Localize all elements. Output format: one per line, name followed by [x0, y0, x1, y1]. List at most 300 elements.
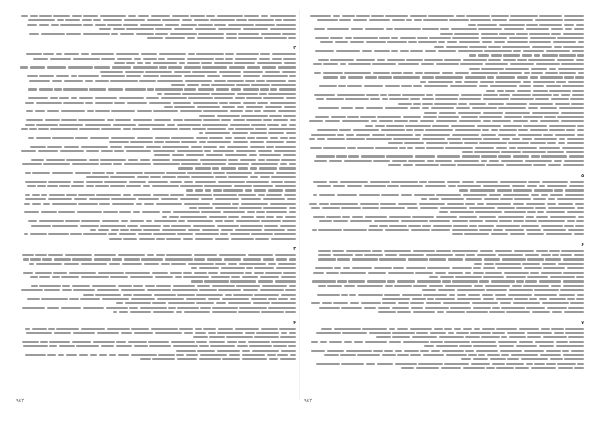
word-bar [424, 59, 443, 61]
word-bar [526, 203, 546, 205]
word-bar [289, 137, 296, 139]
word-bar [415, 164, 439, 166]
word-bar [126, 75, 141, 77]
word-bar [436, 194, 461, 196]
word-bar [330, 203, 358, 205]
word-bar [27, 75, 38, 77]
word-bar [227, 80, 244, 82]
word-bar [233, 141, 248, 143]
word-bar [499, 24, 525, 26]
word-bar [280, 163, 288, 165]
word-bar [443, 302, 470, 304]
word-bar [441, 198, 464, 200]
word-bar [431, 350, 440, 352]
word-bar [553, 94, 559, 96]
word-bar [215, 198, 239, 200]
word-bar [575, 76, 584, 78]
word-bar [449, 19, 469, 21]
word-bar [427, 160, 434, 162]
word-bar [350, 220, 372, 222]
word-bar [119, 233, 136, 235]
word-bar [52, 276, 60, 278]
word-bar [528, 59, 555, 61]
word-bar [406, 19, 412, 21]
word-bar [329, 181, 338, 183]
word-bar [469, 225, 477, 227]
word-bar [123, 194, 131, 196]
word-bar [350, 41, 365, 43]
word-bar [90, 137, 110, 139]
word-bar [425, 129, 453, 131]
word-bar [338, 85, 345, 87]
word-bar [462, 138, 482, 140]
word-bar [526, 307, 545, 309]
word-bar [238, 311, 259, 313]
word-bar [33, 58, 48, 60]
word-bar [491, 280, 515, 282]
word-bar [427, 267, 450, 269]
word-bar [204, 280, 228, 282]
word-bar [464, 81, 478, 83]
word-bar [478, 354, 485, 356]
word-bar [551, 28, 564, 30]
word-bar [399, 254, 425, 256]
word-bar [447, 138, 461, 140]
word-bar [459, 189, 468, 191]
word-bar [517, 59, 526, 61]
word-bar [496, 76, 515, 78]
word-bar [44, 289, 60, 291]
word-bar [496, 225, 520, 227]
word-bar [255, 238, 269, 240]
word-bar [126, 150, 151, 152]
word-bar [165, 37, 186, 39]
right-page-number: ٩٤٢ [304, 398, 313, 404]
word-bar [340, 181, 368, 183]
word-bar [479, 229, 491, 231]
word-bar [502, 258, 526, 260]
word-bar [81, 263, 108, 265]
word-bar [184, 181, 194, 183]
word-bar [156, 285, 171, 287]
word-bar [499, 345, 514, 347]
word-bar [575, 203, 584, 205]
word-bar [31, 285, 38, 287]
word-bar [540, 120, 560, 122]
word-bar [228, 163, 249, 165]
word-bar [199, 289, 217, 291]
word-bar [146, 220, 152, 222]
word-bar [80, 298, 100, 300]
word-bar [527, 332, 552, 334]
word-bar [271, 238, 296, 240]
word-bar [492, 19, 507, 21]
word-bar [312, 280, 336, 282]
word-bar [323, 63, 338, 65]
word-bar [200, 307, 210, 309]
word-bar [531, 68, 548, 70]
word-bar [567, 298, 574, 300]
word-bar [228, 24, 254, 26]
word-bar [140, 358, 151, 360]
word-bar [178, 220, 185, 222]
word-bar [161, 263, 170, 265]
word-bar [251, 163, 278, 165]
word-bar [60, 24, 81, 26]
word-bar [209, 137, 223, 139]
word-bar [25, 194, 30, 196]
word-bar [356, 134, 371, 136]
word-bar [137, 176, 149, 178]
word-bar [125, 71, 144, 73]
word-bar [61, 307, 81, 309]
word-bar [456, 332, 469, 334]
word-bar [329, 341, 343, 343]
word-bar [57, 19, 64, 21]
word-bar [531, 72, 543, 74]
word-bar [230, 280, 256, 282]
word-bar [110, 185, 125, 187]
word-bar [31, 159, 45, 161]
word-bar [559, 107, 584, 109]
word-bar [171, 137, 194, 139]
word-bar [49, 345, 57, 347]
word-bar [280, 137, 288, 139]
word-bar [50, 97, 58, 99]
word-bar [162, 19, 180, 21]
word-bar [261, 311, 284, 313]
word-bar [315, 267, 332, 269]
word-bar [393, 138, 420, 140]
word-bar [398, 63, 420, 65]
word-bar [289, 75, 296, 77]
word-bar [360, 203, 379, 205]
word-bar [53, 15, 70, 17]
word-bar [509, 336, 526, 338]
word-bar [400, 37, 416, 39]
word-bar [420, 207, 438, 209]
word-bar [199, 345, 208, 347]
word-bar [512, 138, 520, 140]
word-bar [52, 172, 74, 174]
word-bar [311, 134, 336, 136]
word-bar [273, 345, 286, 347]
word-bar [218, 289, 241, 291]
word-bar [26, 53, 42, 55]
word-bar [482, 129, 489, 131]
word-bar [172, 15, 189, 17]
word-bar [138, 198, 159, 200]
word-bar [385, 285, 393, 287]
word-bar [119, 211, 131, 213]
word-bar [535, 98, 549, 100]
word-bar [333, 185, 345, 187]
word-bar [576, 220, 584, 222]
text-line [16, 357, 296, 361]
word-bar [559, 294, 576, 296]
word-bar [541, 272, 562, 274]
word-bar [434, 103, 457, 105]
word-bar [248, 19, 273, 21]
word-bar [231, 276, 240, 278]
word-bar [126, 28, 153, 30]
word-bar [357, 285, 384, 287]
word-bar [568, 81, 584, 83]
word-bar [51, 24, 59, 26]
word-bar [530, 37, 556, 39]
word-bar [486, 164, 504, 166]
word-bar [66, 194, 76, 196]
word-bar [408, 258, 428, 260]
word-bar [552, 311, 562, 313]
word-bar [127, 102, 148, 104]
word-bar [342, 216, 350, 218]
word-bar [426, 302, 442, 304]
word-bar [256, 80, 265, 82]
word-bar [153, 110, 178, 112]
word-bar [177, 124, 201, 126]
word-bar [320, 41, 333, 43]
word-bar [289, 211, 296, 213]
word-bar [24, 211, 39, 213]
word-bar [219, 146, 225, 148]
word-bar [181, 163, 200, 165]
word-bar [260, 289, 284, 291]
word-bar [314, 160, 328, 162]
word-bar [142, 211, 161, 213]
word-bar [289, 207, 297, 209]
word-bar [48, 254, 63, 256]
word-bar [344, 72, 371, 74]
word-bar [337, 258, 350, 260]
word-bar [348, 63, 371, 65]
word-bar [201, 198, 214, 200]
word-bar [192, 71, 217, 73]
left-page-number: ٩٤٢ [16, 398, 25, 404]
word-bar [263, 207, 287, 209]
word-bar [43, 53, 54, 55]
word-bar [156, 254, 165, 256]
word-bar [155, 332, 182, 334]
word-bar [418, 41, 436, 43]
word-bar [517, 90, 532, 92]
word-bar [386, 134, 413, 136]
word-bar [235, 229, 262, 231]
word-bar [397, 354, 409, 356]
word-bar [242, 350, 251, 352]
word-bar [533, 85, 545, 87]
word-bar [155, 28, 172, 30]
word-bar [254, 189, 266, 191]
word-bar [517, 147, 537, 149]
word-bar [532, 311, 551, 313]
word-bar [232, 132, 249, 134]
word-bar [113, 311, 117, 313]
word-bar [387, 280, 395, 282]
word-bar [191, 280, 203, 282]
word-bar [471, 341, 496, 343]
word-bar [147, 37, 163, 39]
word-bar [340, 354, 356, 356]
word-bar [571, 350, 584, 352]
word-bar [461, 116, 478, 118]
word-bar [505, 229, 524, 231]
word-bar [499, 94, 510, 96]
word-bar [352, 258, 378, 260]
word-bar [30, 15, 38, 17]
word-bar [237, 106, 245, 108]
word-bar [547, 307, 567, 309]
word-bar [445, 147, 473, 149]
word-bar [371, 15, 384, 17]
word-bar [533, 81, 555, 83]
word-bar [495, 250, 513, 252]
word-bar [146, 146, 161, 148]
word-bar [344, 341, 352, 343]
word-bar [540, 76, 563, 78]
word-bar [413, 85, 422, 87]
word-bar [182, 93, 210, 95]
word-bar [263, 258, 274, 260]
word-bar [507, 41, 528, 43]
word-bar [347, 185, 362, 187]
word-bar [186, 298, 206, 300]
word-bar [465, 76, 486, 78]
word-bar [114, 62, 125, 64]
word-bar [229, 66, 246, 68]
word-bar [207, 75, 221, 77]
word-bar [222, 298, 249, 300]
word-bar [523, 50, 544, 52]
word-bar [509, 289, 533, 291]
word-bar [473, 267, 481, 269]
word-bar [496, 367, 514, 369]
word-bar [316, 155, 335, 157]
word-bar [532, 46, 553, 48]
word-bar [196, 341, 207, 343]
word-bar [123, 238, 137, 240]
word-bar [21, 128, 27, 130]
word-bar [519, 328, 540, 330]
word-bar [284, 181, 296, 183]
word-bar [86, 150, 99, 152]
word-bar [28, 97, 49, 99]
word-bar [30, 276, 38, 278]
word-bar [418, 363, 442, 365]
word-bar [410, 354, 421, 356]
word-bar [412, 298, 426, 300]
word-bar [562, 350, 569, 352]
word-bar [23, 345, 48, 347]
word-bar [532, 94, 551, 96]
word-bar [547, 151, 564, 153]
word-bar [545, 258, 561, 260]
word-bar [221, 267, 245, 269]
word-bar [209, 216, 227, 218]
word-bar [346, 138, 364, 140]
word-bar [350, 302, 359, 304]
word-bar [115, 119, 131, 121]
word-bar [208, 332, 216, 334]
word-bar [226, 33, 237, 35]
word-bar [243, 289, 258, 291]
word-bar [411, 307, 424, 309]
word-bar [336, 50, 361, 52]
word-bar [275, 19, 282, 21]
word-bar [575, 225, 584, 227]
right-page-text [304, 14, 584, 371]
word-bar [576, 298, 584, 300]
word-bar [316, 332, 341, 334]
word-bar [526, 24, 537, 26]
word-bar [52, 137, 73, 139]
word-bar [273, 119, 288, 121]
word-bar [475, 147, 494, 149]
word-bar [140, 159, 150, 161]
word-bar [112, 258, 122, 260]
word-bar [480, 81, 494, 83]
word-bar [332, 250, 344, 252]
word-bar [452, 134, 480, 136]
word-bar [385, 107, 408, 109]
word-bar [173, 102, 192, 104]
word-bar [403, 116, 422, 118]
word-bar [422, 289, 436, 291]
word-bar [337, 280, 346, 282]
word-bar [516, 345, 538, 347]
word-bar [402, 94, 425, 96]
word-bar [514, 250, 534, 252]
word-bar [574, 254, 584, 256]
word-bar [81, 328, 106, 330]
word-bar [65, 19, 80, 21]
word-bar [440, 28, 449, 30]
word-bar [491, 54, 502, 56]
word-bar [270, 15, 296, 17]
word-bar [327, 28, 350, 30]
word-bar [59, 97, 69, 99]
word-bar [254, 336, 279, 338]
word-bar [93, 19, 101, 21]
word-bar [413, 311, 435, 313]
word-bar [211, 276, 230, 278]
word-bar [250, 146, 265, 148]
word-bar [172, 154, 185, 156]
word-bar [542, 263, 557, 265]
word-bar [357, 147, 374, 149]
word-bar [317, 294, 339, 296]
word-bar [352, 267, 372, 269]
word-bar [536, 216, 548, 218]
word-bar [365, 125, 373, 127]
word-bar [459, 120, 481, 122]
word-bar [421, 198, 427, 200]
word-bar [61, 276, 79, 278]
word-bar [283, 272, 296, 274]
word-bar [410, 98, 420, 100]
word-bar [190, 15, 204, 17]
word-bar [228, 302, 252, 304]
word-bar [198, 207, 213, 209]
word-bar [570, 302, 584, 304]
word-bar [512, 285, 522, 287]
word-bar [207, 141, 231, 143]
word-bar [186, 354, 198, 356]
word-bar [29, 80, 50, 82]
word-bar [342, 15, 355, 17]
word-bar [204, 150, 211, 152]
word-bar [25, 354, 46, 356]
